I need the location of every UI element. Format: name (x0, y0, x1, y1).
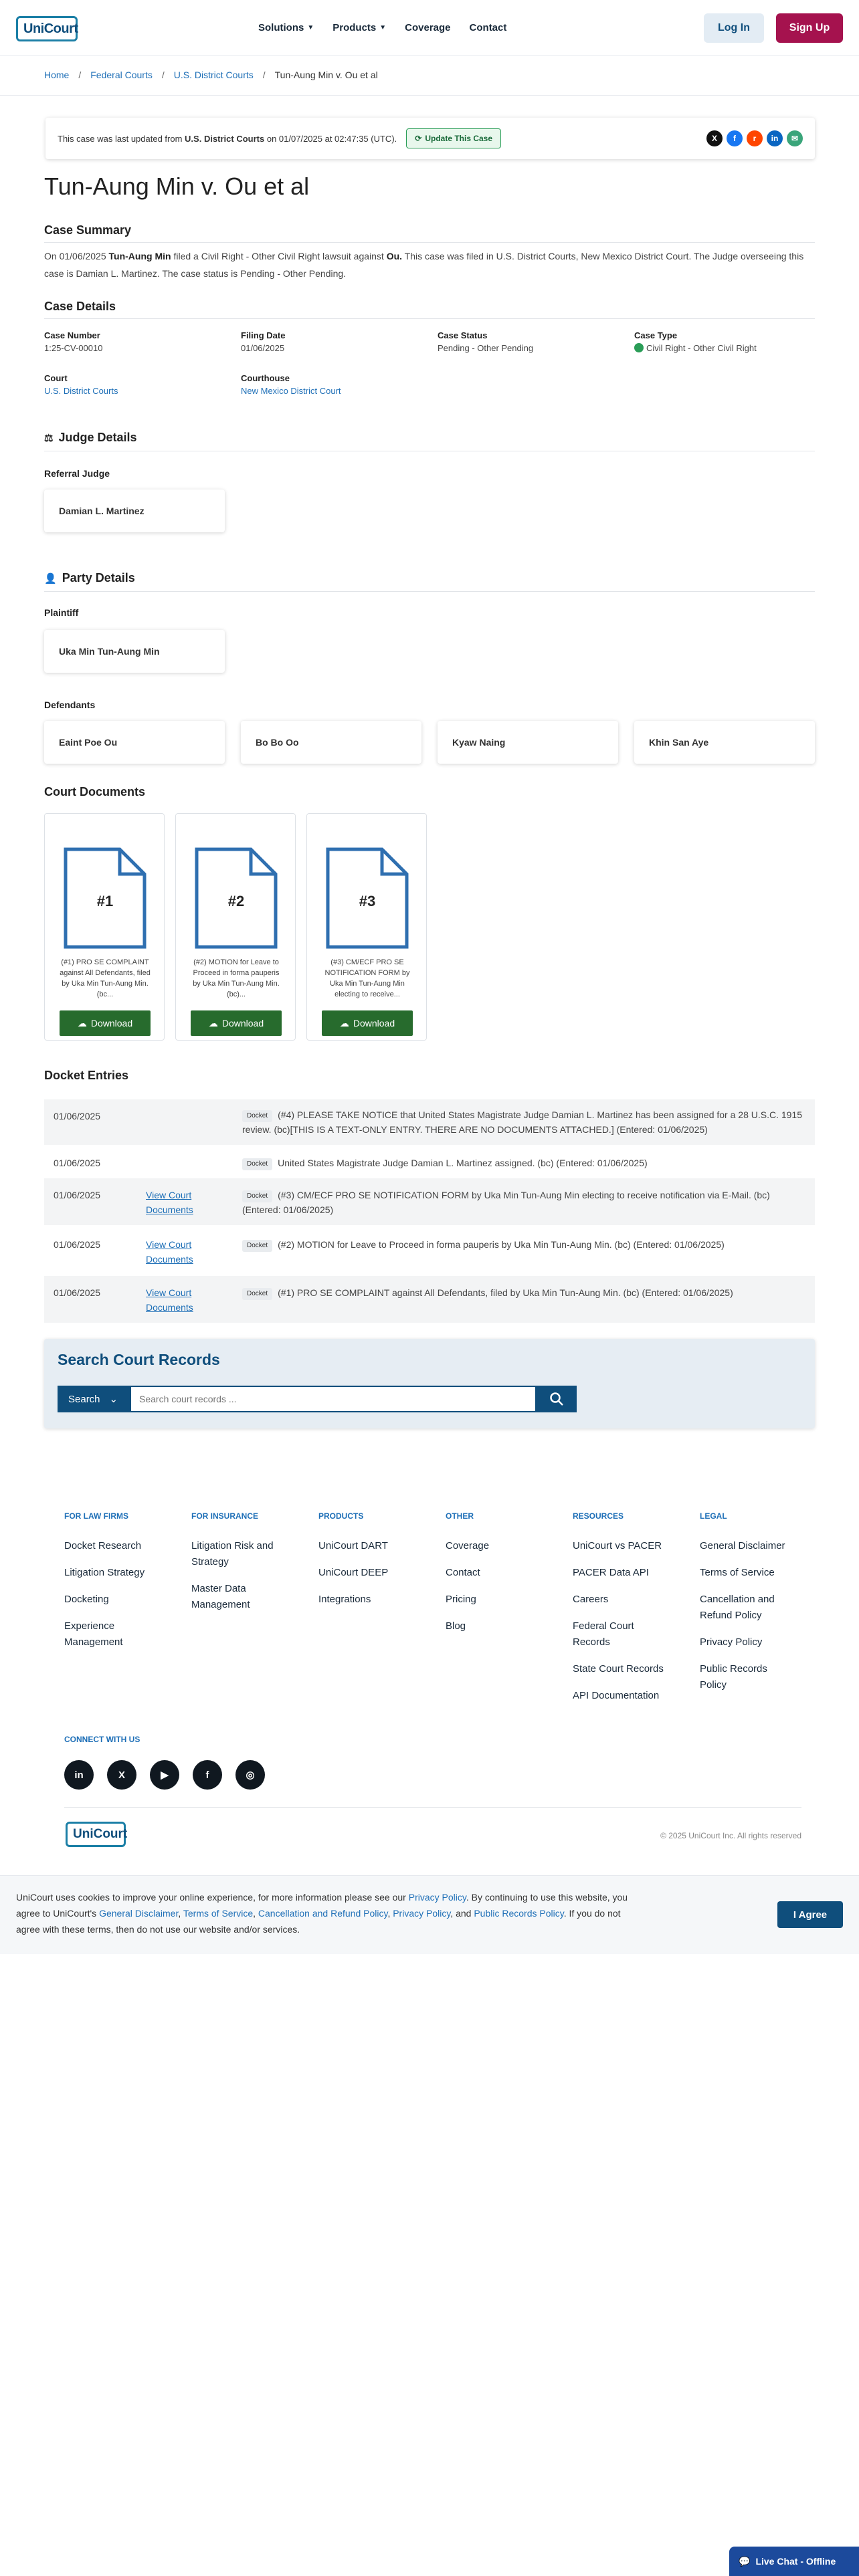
email-icon[interactable]: ✉ (787, 130, 803, 146)
general-disclaimer-link[interactable]: General Disclaimer (99, 1908, 179, 1919)
footer-col-legal: LEGAL General Disclaimer Terms of Service Cancellation and Refund Policy Privacy Policy Public Records Policy (700, 1511, 814, 1704)
public-records-policy-link[interactable]: Public Records Policy (474, 1908, 564, 1919)
cookie-text: UniCourt uses cookies to improve your online experience, for more information please see our Privacy Policy. By continuing to use this website, you agree to UniCourt's General Disclaimer, Terms of Service, Cancellation and Refund Policy, Privacy Policy, and Public Records Policy. If you do not agree with these terms, then do not use our website and/or services. (16, 1892, 628, 1935)
view-documents-link[interactable]: View Court Documents (146, 1239, 193, 1265)
case-type-icon (634, 343, 644, 352)
footer-link[interactable]: Coverage (446, 1540, 490, 1551)
referral-judge-label: Referral Judge (44, 468, 110, 479)
view-documents-link[interactable]: View Court Documents (146, 1190, 193, 1215)
download-button[interactable]: ☁ Download (322, 1010, 413, 1036)
footer-link[interactable]: Litigation Strategy (64, 1567, 145, 1578)
document-number: #1 (96, 893, 114, 909)
docket-row: 01/06/2025 View Court Documents Docket (#2) MOTION for Leave to Proceed in forma pauperis by Uka Min Tun-Aung Min. (bc) (Entered: 01/06/2025) (44, 1228, 815, 1273)
courthouse-link[interactable]: New Mexico District Court (241, 386, 341, 396)
footer-logo[interactable]: UniCourt (66, 1822, 126, 1847)
court-link[interactable]: U.S. District Courts (44, 386, 118, 396)
filing-date: Filing Date 01/06/2025 (241, 330, 286, 353)
footer-link[interactable]: Terms of Service (700, 1567, 775, 1578)
docket-badge: Docket (242, 1288, 272, 1300)
update-case-button[interactable]: ⟳ Update This Case (406, 128, 501, 148)
document-description: (#2) MOTION for Leave to Proceed in forma pauperis by Uka Min Tun-Aung Min. (bc)... (193, 958, 280, 998)
gavel-icon: ⚖ (44, 433, 54, 444)
search-icon (549, 1392, 564, 1406)
defendant-card[interactable]: Khin San Aye (634, 721, 815, 764)
nav-products[interactable]: Products ▼ (332, 22, 387, 33)
nav-coverage[interactable]: Coverage (405, 22, 451, 33)
footer-link[interactable]: Privacy Policy (700, 1636, 763, 1648)
case-type: Case Type Civil Right - Other Civil Right (634, 330, 757, 353)
search-type-dropdown[interactable]: Search ⌄ (58, 1386, 130, 1412)
case-title: Tun-Aung Min v. Ou et al (44, 173, 310, 200)
footer-link[interactable]: Contact (446, 1567, 480, 1578)
share-icons (706, 130, 803, 146)
download-button[interactable]: ☁ Download (191, 1010, 282, 1036)
docket-badge: Docket (242, 1158, 272, 1170)
footer-link[interactable]: UniCourt vs PACER (573, 1540, 662, 1551)
party-details-heading: 👤 Party Details (44, 571, 135, 584)
case-details-heading: Case Details (44, 300, 116, 313)
view-documents-link[interactable]: View Court Documents (146, 1287, 193, 1313)
docket-row: 01/06/2025 Docket United States Magistrate Judge Damian L. Martinez assigned. (bc) (Entered: 01/06/2025) (44, 1148, 815, 1176)
docket-row: 01/06/2025 View Court Documents Docket (#3) CM/ECF PRO SE NOTIFICATION FORM by Uka Min Tun-Aung Min electing to receive notification via E-Mail. (bc) (Entered: 01/06/2025) (44, 1178, 815, 1225)
court: Court U.S. District Courts (44, 373, 118, 396)
footer-link[interactable]: UniCourt DEEP (318, 1567, 389, 1578)
nav-solutions[interactable]: Solutions ▼ (258, 22, 314, 33)
breadcrumb: Home / Federal Courts / U.S. District Courts / Tun-Aung Min v. Ou et al (44, 70, 378, 80)
cloud-download-icon: ☁ (339, 1017, 349, 1029)
main-nav (258, 22, 525, 33)
docket-badge: Docket (242, 1110, 272, 1122)
document-card (44, 813, 165, 1041)
court-documents-heading: Court Documents (44, 785, 146, 798)
footer-link[interactable]: API Documentation (573, 1690, 660, 1701)
download-button[interactable]: ☁ Download (60, 1010, 151, 1036)
defendant-card[interactable]: Eaint Poe Ou (44, 721, 225, 764)
footer-col-law-firms: FOR LAW FIRMS Docket Research Litigation Strategy Docketing Experience Management (64, 1511, 178, 1661)
footer-link[interactable]: Federal Court Records (573, 1620, 634, 1648)
live-chat-button[interactable]: 💬 Live Chat - Offline (729, 2547, 859, 2576)
breadcrumb-district-courts[interactable]: U.S. District Courts (173, 70, 254, 80)
footer-link[interactable]: State Court Records (573, 1663, 664, 1675)
instagram-icon[interactable]: ◎ (235, 1760, 265, 1790)
defendant-card[interactable]: Kyaw Naing (438, 721, 618, 764)
footer-link[interactable]: Public Records Policy (700, 1663, 767, 1691)
case-number: Case Number 1:25-CV-00010 (44, 330, 103, 353)
privacy-policy-link[interactable]: Privacy Policy (393, 1908, 451, 1919)
docket-badge: Docket (242, 1190, 272, 1202)
footer-col-other: OTHER Coverage Contact Pricing Blog (446, 1511, 559, 1645)
footer-link[interactable]: Docketing (64, 1594, 109, 1605)
case-summary-heading: Case Summary (44, 223, 132, 237)
privacy-policy-link[interactable]: Privacy Policy (408, 1892, 466, 1903)
agree-button[interactable]: I Agree (777, 1901, 843, 1928)
cookie-banner (0, 1875, 859, 1954)
footer-link[interactable]: Careers (573, 1594, 609, 1605)
footer-link[interactable]: Integrations (318, 1594, 371, 1605)
connect-heading: CONNECT WITH US (64, 1735, 140, 1744)
defendant-card[interactable]: Bo Bo Oo (241, 721, 421, 764)
cloud-download-icon: ☁ (77, 1017, 87, 1029)
judge-details-heading: ⚖ Judge Details (44, 431, 137, 444)
judge-card[interactable]: Damian L. Martinez (44, 490, 225, 532)
courthouse: Courthouse New Mexico District Court (241, 373, 341, 396)
case-summary-text: On 01/06/2025 Tun-Aung Min filed a Civil Right - Other Civil Right lawsuit against Ou. This case was filed in U.S. District Courts, New Mexico District Court. The Judge overseeing this case is Damian L. Martinez. The case status is Pending - Other Pending. (44, 251, 804, 279)
document-card (175, 813, 296, 1041)
footer-link[interactable]: UniCourt DART (318, 1540, 388, 1551)
linkedin-icon[interactable]: in (64, 1760, 94, 1790)
document-number: #3 (359, 893, 376, 909)
footer-link[interactable]: Blog (446, 1620, 466, 1632)
unicourt-logo[interactable]: UniCourt (16, 16, 78, 41)
copyright: © 2025 UniCourt Inc. All rights reserved (660, 1831, 801, 1840)
person-icon: 👤 (44, 573, 57, 584)
refund-policy-link[interactable]: Cancellation and Refund Policy (258, 1908, 388, 1919)
chevron-down-icon: ▼ (379, 24, 387, 31)
facebook-icon[interactable]: f (727, 130, 743, 146)
docket-row: 01/06/2025 Docket (#4) PLEASE TAKE NOTICE that United States Magistrate Judge Damian L. Martinez has been assigned for a 28 U.S.C. 1915 review. (bc)[THIS IS A TEXT-ONLY ENTRY. THERE ARE NO DOCUMENTS ATTACHED.] (Entered: 01/06/2025) (44, 1099, 815, 1145)
docket-entries-heading: Docket Entries (44, 1069, 129, 1082)
plaintiff-card[interactable]: Uka Min Tun-Aung Min (44, 630, 225, 673)
document-number: #2 (227, 893, 245, 909)
site-header (0, 0, 859, 56)
case-status: Case Status Pending - Other Pending (438, 330, 534, 353)
footer-col-products: PRODUCTS UniCourt DART UniCourt DEEP Integrations (318, 1511, 432, 1618)
chevron-down-icon: ▼ (307, 24, 314, 31)
facebook-icon[interactable]: f (193, 1760, 222, 1790)
cloud-download-icon: ☁ (208, 1017, 218, 1029)
search-heading: Search Court Records (58, 1351, 220, 1368)
footer-col-insurance: FOR INSURANCE Litigation Risk and Strategy Master Data Management (191, 1511, 305, 1624)
last-updated-bar: This case was last updated from U.S. District Courts on 01/07/2025 at 02:47:35 (UTC). ⟳ Update This Case X f r in ✉ (45, 118, 815, 159)
chevron-down-icon: ⌄ (109, 1394, 118, 1405)
chat-icon: 💬 (739, 2555, 751, 2567)
docket-badge: Docket (242, 1240, 272, 1252)
footer-col-resources: RESOURCES UniCourt vs PACER PACER Data API Careers Federal Court Records State Court Records API Documentation (573, 1511, 686, 1715)
footer-link[interactable]: Experience Management (64, 1620, 123, 1648)
plaintiff-label: Plaintiff (44, 607, 79, 618)
footer-link[interactable]: Cancellation and Refund Policy (700, 1594, 775, 1621)
footer-link[interactable]: PACER Data API (573, 1567, 649, 1578)
document-card (306, 813, 427, 1041)
defendants-label: Defendants (44, 700, 96, 710)
footer-link[interactable]: General Disclaimer (700, 1540, 785, 1551)
document-description: (#3) CM/ECF PRO SE NOTIFICATION FORM by Uka Min Tun-Aung Min electing to receive... (324, 958, 410, 998)
terms-link[interactable]: Terms of Service (183, 1908, 254, 1919)
search-court-records (44, 1339, 815, 1428)
reddit-icon[interactable]: r (747, 130, 763, 146)
linkedin-icon[interactable]: in (767, 130, 783, 146)
youtube-icon[interactable]: ▶ (150, 1760, 179, 1790)
x-icon[interactable]: X (107, 1760, 136, 1790)
nav-contact[interactable]: Contact (469, 22, 507, 33)
x-icon[interactable]: X (706, 130, 723, 146)
breadcrumb-current: Tun-Aung Min v. Ou et al (274, 70, 378, 80)
footer-link[interactable]: Master Data Management (191, 1583, 250, 1610)
login-button[interactable]: Log In (704, 13, 764, 43)
search-input[interactable] (130, 1386, 537, 1412)
footer-link[interactable]: Pricing (446, 1594, 476, 1605)
footer-link[interactable]: Docket Research (64, 1540, 142, 1551)
refresh-icon: ⟳ (415, 134, 422, 143)
document-description: (#1) PRO SE COMPLAINT against All Defendants, filed by Uka Min Tun-Aung Min. (bc... (60, 958, 151, 998)
breadcrumb-federal-courts[interactable]: Federal Courts (90, 70, 153, 80)
signup-button[interactable]: Sign Up (776, 13, 843, 43)
search-button[interactable] (537, 1386, 577, 1412)
docket-row: 01/06/2025 View Court Documents Docket (#1) PRO SE COMPLAINT against All Defendants, filed by Uka Min Tun-Aung Min. (bc) (Entered: 01/06/2025) (44, 1276, 815, 1323)
breadcrumb-home[interactable]: Home (44, 70, 70, 80)
footer-link[interactable]: Litigation Risk and Strategy (191, 1540, 274, 1568)
social-links (64, 1760, 265, 1790)
